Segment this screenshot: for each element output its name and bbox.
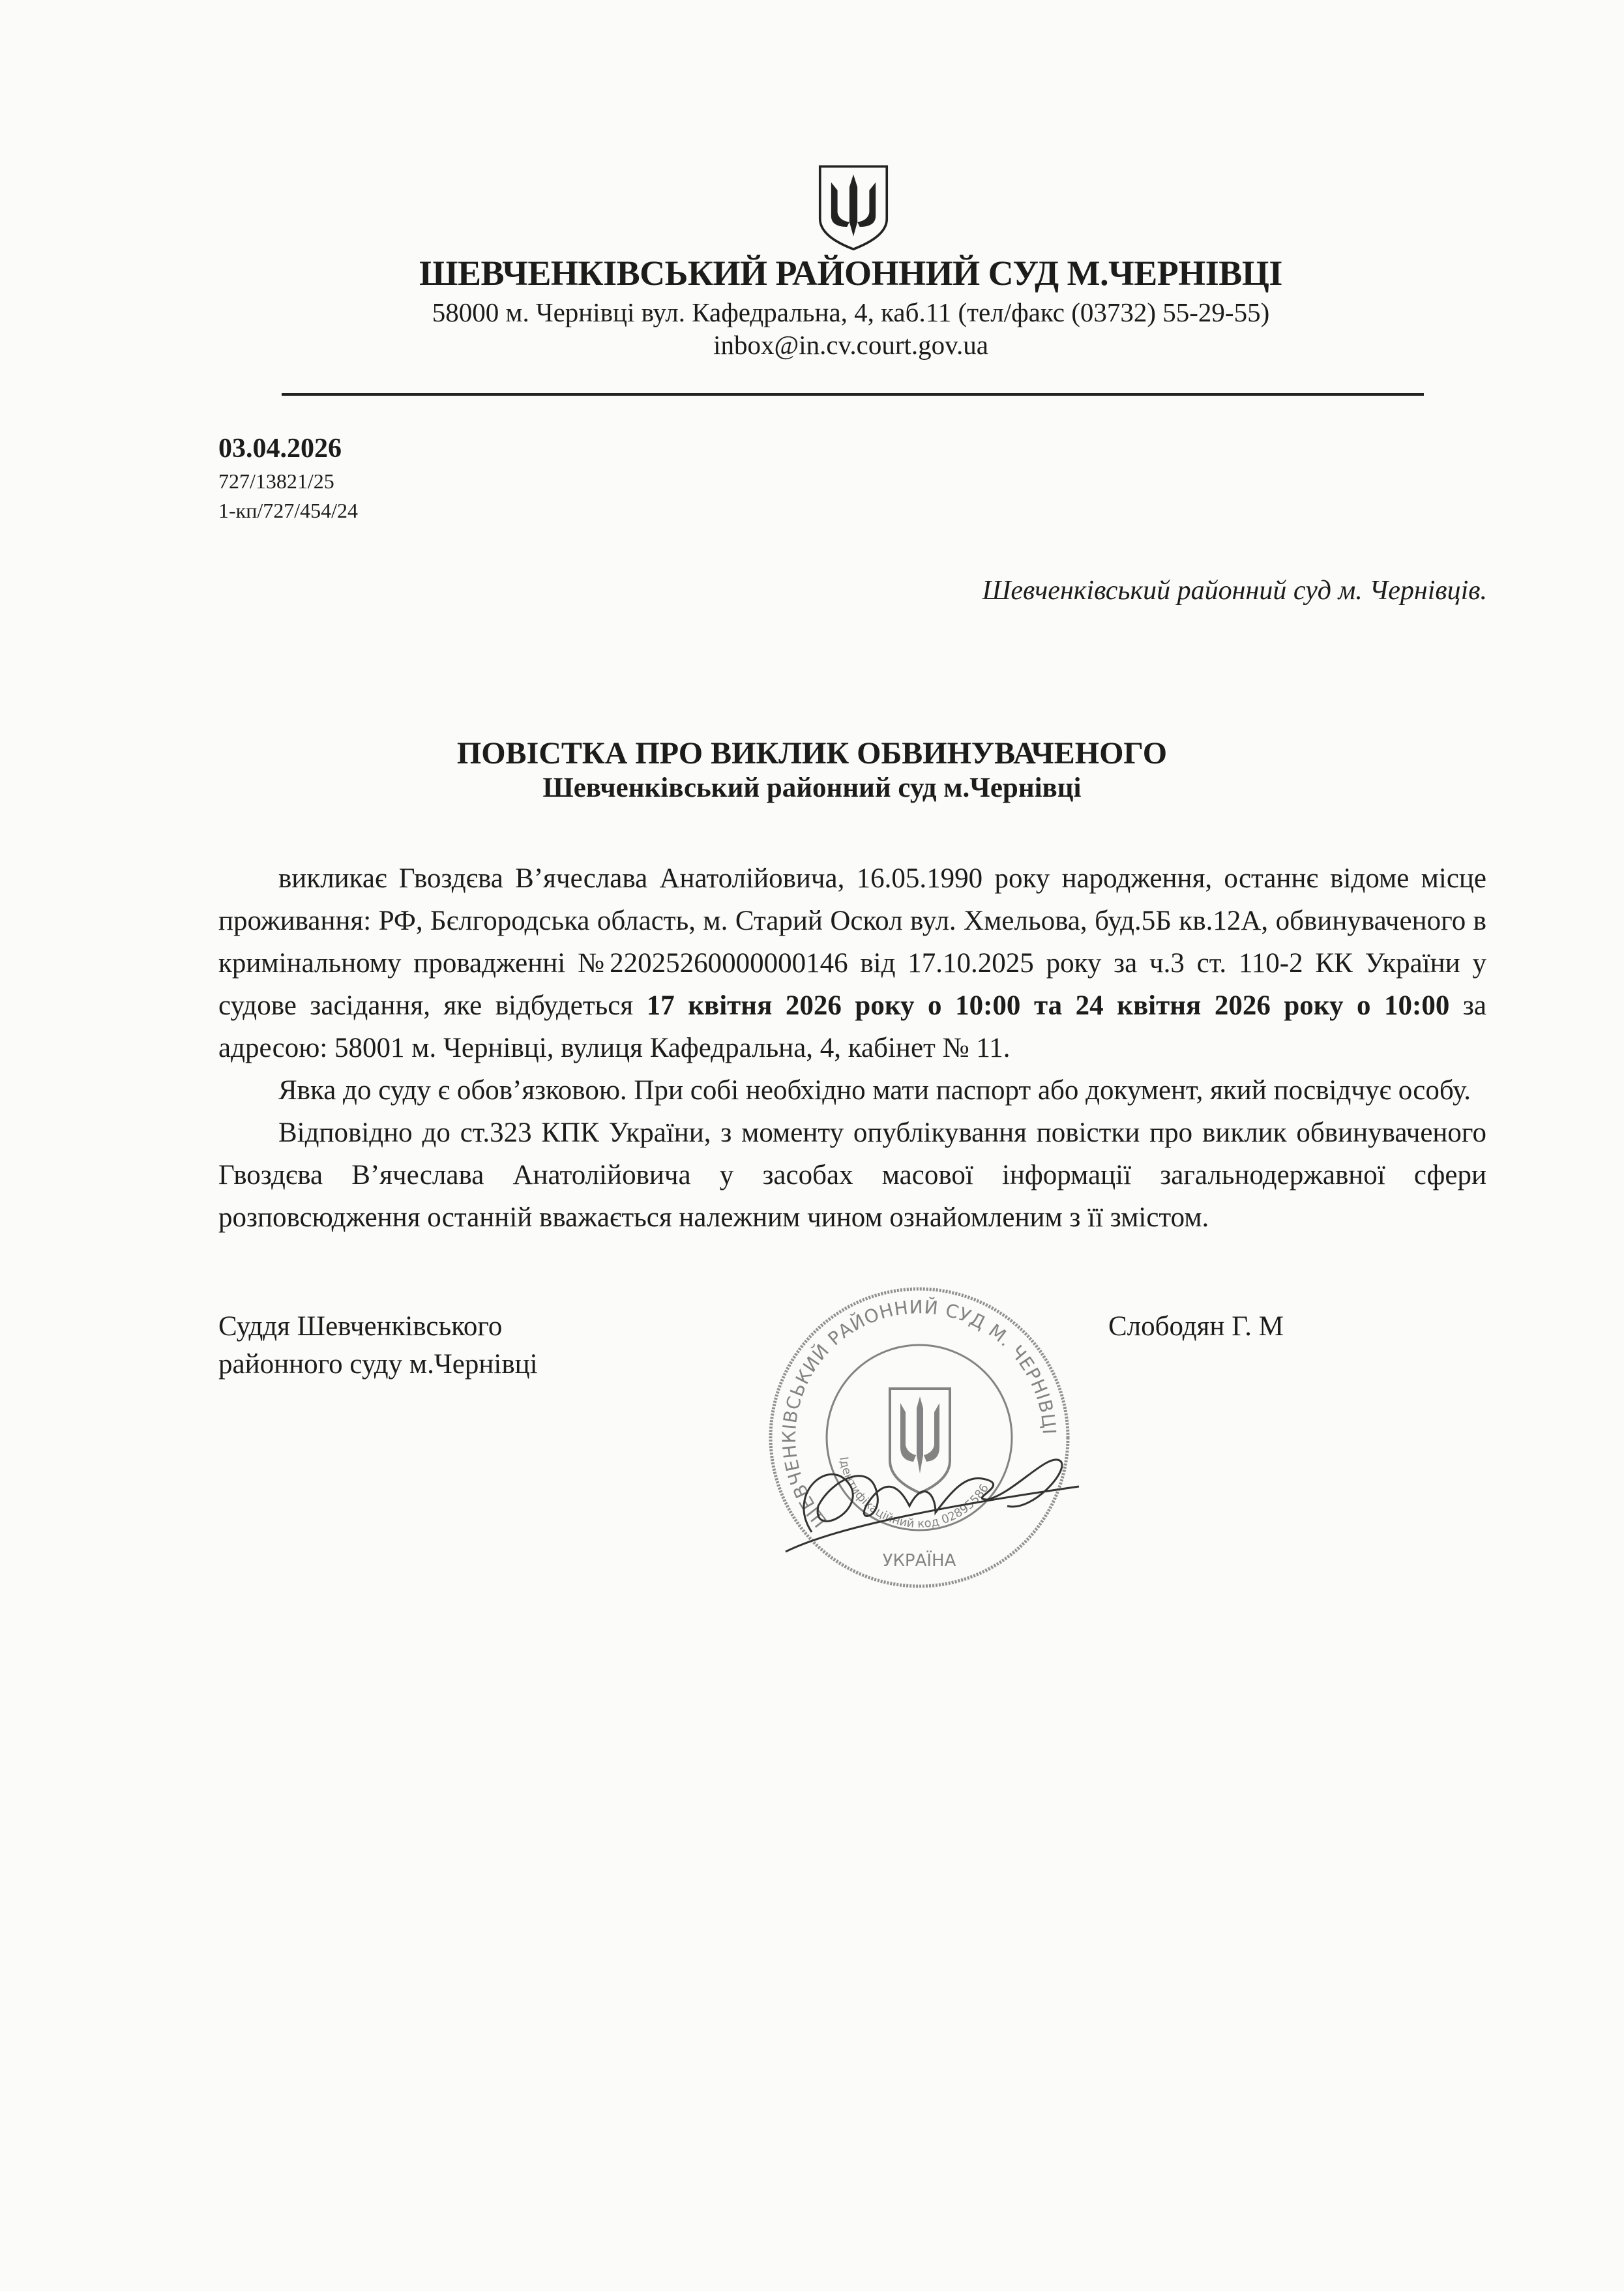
signature-block [218, 1284, 1486, 1623]
handwritten-signature [773, 1415, 1099, 1565]
seal-inner-text: Ідентифікаційний код 02895586 [836, 1456, 992, 1531]
seal-outer-text: ШЕВЧЕНКІВСЬКИЙ РАЙОННИЙ СУД М. ЧЕРНІВЦІ [778, 1296, 1061, 1531]
paragraph-summons [218, 857, 1486, 1069]
addressee-line: Шевченківський районний суд м. Чернівців. [982, 576, 1487, 606]
case-number: 727/13821/25 [218, 469, 334, 493]
summons-text-start: викликає Гвоздєва В’ячеслава Анатолійовича, 16.05.1990 року народження, останнє відоме місце проживання: РФ, Бєлгородська область, м. Старий Оскол вул. Хмельова, буд.5Б кв.12А, обвинуваченого в кримінальному провадженні №22025260000000146 від 17.10.2025 року за ч.3 ст. 110-2 КК України у судове засідання, яке відбудеться [218, 863, 1486, 1021]
proceeding-number: 1-кп/727/454/24 [218, 499, 358, 522]
judge-title-line1: Суддя Шевченківського [218, 1311, 503, 1342]
trident-coat-of-arms-icon [814, 163, 893, 251]
summons-body [218, 857, 1486, 1239]
summons-text-end: за адресою: 58001 м. Чернівці, вулиця Кафедральна, 4, кабінет № 11. [218, 990, 1486, 1063]
document-subheading: Шевченківський районний суд м.Чернівці [542, 773, 1082, 803]
court-address: 58000 м. Чернівці вул. Кафедральна, 4, каб.11 (тел/факс (03732) 55-29-55) [432, 297, 1270, 327]
judge-title-line2: районного суду м.Чернівці [218, 1349, 538, 1380]
paragraph-attendance: Явка до суду є обов’язковою. При собі необхідно мати паспорт або документ, який посвідчує особу. [278, 1075, 1471, 1106]
document-content [218, 857, 1486, 1623]
court-email: inbox@in.cv.court.gov.ua [713, 330, 988, 360]
hearing-dates: 17 квітня 2026 року о 10:00 та 24 квітня 2026 року о 10:00 [646, 990, 1450, 1021]
document-heading: ПОВІСТКА ПРО ВИКЛИК ОБВИНУВАЧЕНОГО [456, 736, 1168, 771]
header-divider [282, 393, 1424, 396]
paragraph-legal-notice: Відповідно до ст.323 КПК України, з моменту опублікування повістки про виклик обвинуваченого Гвоздєва В’ячеслава Анатолійовича у засобах масової інформації загальнодержавної сфери розповсюдження останній вважається належним чином ознайомленим з її змістом. [218, 1117, 1486, 1233]
court-name-title: ШЕВЧЕНКІВСЬКИЙ РАЙОННИЙ СУД М.ЧЕРНІВЦІ [419, 254, 1282, 293]
judge-name: Слободян Г. М [1108, 1311, 1284, 1342]
seal-bottom-text: УКРАЇНА [882, 1551, 956, 1571]
document-date: 03.04.2026 [218, 434, 342, 464]
